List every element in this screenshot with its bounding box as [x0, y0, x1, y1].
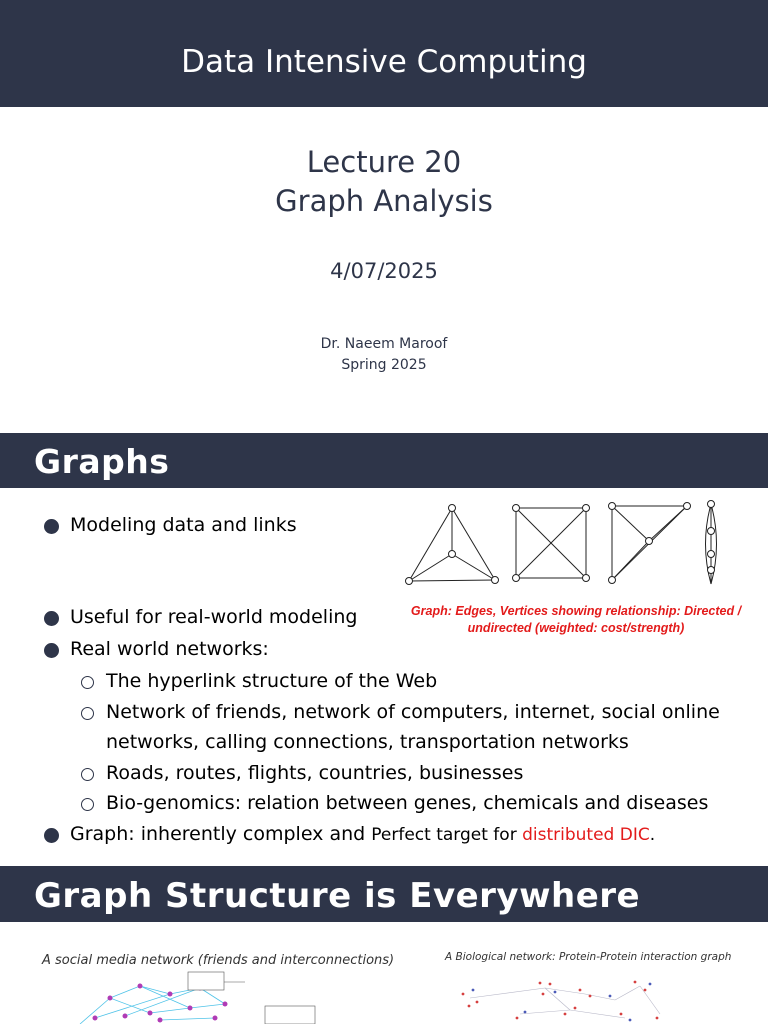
lecture-date: 4/07/2025 — [330, 259, 438, 283]
bullet-item: Real world networks: — [70, 638, 269, 660]
protein-network-image — [425, 966, 745, 1024]
bullet-dot — [44, 828, 59, 843]
bullet-item-last — [70, 823, 655, 845]
caption-line: undirected (weighted: cost/strength) — [467, 621, 685, 635]
graph-figure-caption — [400, 603, 752, 637]
course-title: Data Intensive Computing — [181, 44, 587, 80]
sub-bullet-item: networks, calling connections, transportation networks — [106, 731, 629, 753]
social-network-caption: A social media network (friends and interconnections) — [42, 953, 395, 968]
sub-bullet-item: Network of friends, network of computers, internet, social online — [106, 701, 720, 723]
social-network-image — [40, 968, 340, 1024]
term: Spring 2025 — [341, 357, 427, 373]
title-banner — [0, 0, 768, 107]
sub-bullet-item: The hyperlink structure of the Web — [106, 670, 438, 692]
bullet-dot — [44, 611, 59, 626]
bullet-text: . — [649, 825, 656, 845]
sub-bullet-item: Bio-genomics: relation between genes, chemicals and diseases — [106, 792, 709, 814]
bullet-text: Graph: inherently complex and — [70, 823, 372, 845]
bio-network-caption: A Biological network: Protein-Protein interaction graph — [445, 951, 732, 963]
slide-title: Graph Structure is Everywhere — [34, 876, 641, 916]
caption-line: Graph: Edges, Vertices showing relationship: Directed / — [410, 604, 742, 618]
slide-header-everywhere — [0, 866, 768, 922]
lecture-heading — [0, 143, 768, 221]
sub-bullet-ring — [81, 676, 94, 689]
sub-bullet-ring — [81, 768, 94, 781]
graph-examples-figure — [400, 488, 752, 594]
slide-title: Graphs — [34, 442, 170, 481]
lecture-topic: Graph Analysis — [275, 184, 493, 218]
bullet-dot — [44, 643, 59, 658]
author-block — [0, 334, 768, 376]
bullet-dot — [44, 519, 59, 534]
sub-bullet-ring — [81, 707, 94, 720]
bullet-item: Modeling data and links — [70, 514, 297, 536]
sub-bullet-ring — [81, 798, 94, 811]
slide-header-graphs — [0, 433, 768, 488]
highlighted-text: distributed DIC — [522, 825, 650, 845]
bullet-item: Useful for real-world modeling — [70, 606, 358, 628]
sub-bullet-item: Roads, routes, flights, countries, businesses — [106, 762, 524, 784]
author-name: Dr. Naeem Maroof — [320, 336, 448, 352]
lecture-number: Lecture 20 — [306, 145, 462, 179]
bullet-text: Perfect target for — [371, 825, 523, 845]
